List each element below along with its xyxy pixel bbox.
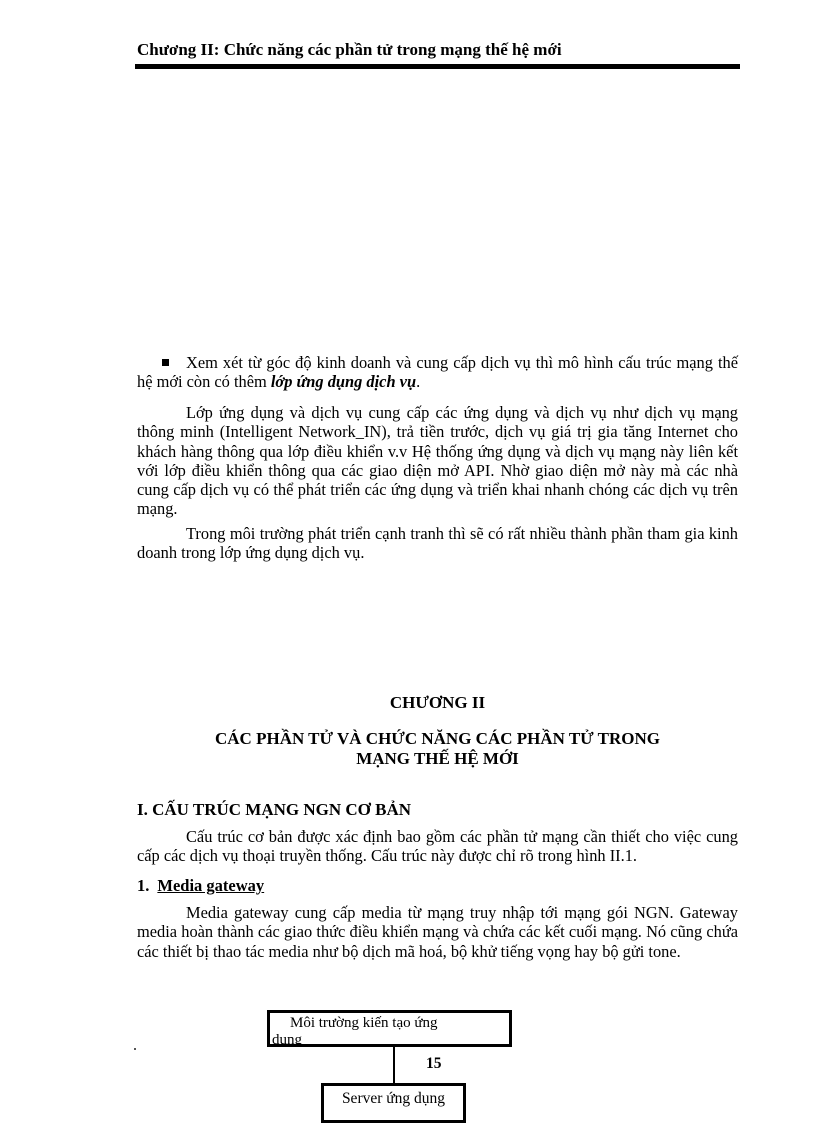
- chapter-label: CHƯƠNG II: [389, 693, 486, 712]
- section-paragraph: Cấu trúc cơ bản được xác định bao gồm các phần tử mạng cần thiết cho việc cung cấp các dịch vụ thoại truyền thống. Cấu trúc này được chỉ rõ trong hình II.1.: [137, 827, 738, 866]
- chapter-title-line-1: CÁC PHẦN TỬ VÀ CHỨC NĂNG CÁC PHẦN TỬ TRONG: [215, 729, 660, 748]
- header-rule: [135, 64, 740, 69]
- diagram-box-application-server-label: Server ứng dụng: [341, 1090, 446, 1107]
- diagram-box-service-creation-line-2: dụng: [272, 1032, 302, 1046]
- bullet-paragraph: [137, 353, 738, 392]
- stray-dot: [134, 1048, 136, 1050]
- bullet-paragraph-emphasis: lớp ứng dụng dịch vụ: [270, 372, 417, 392]
- paragraph-application-layer: Lớp ứng dụng và dịch vụ cung cấp các ứng dụng và dịch vụ như dịch vụ mạng thông minh (Intelligent Network_IN), trả tiền trước, dịch vụ giá trị gia tăng Internet cho khách hàng thông qua lớp điều khiển v.v Hệ thống ứng dụng và dịch vụ mạng này liên kết với lớp điều khiển thông qua các giao diện mở API. Nhờ giao diện mở này mà các nhà cung cấp dịch vụ có thể phát triển các ứng dụng và triển khai nhanh chóng các dịch vụ trên mạng.: [137, 403, 738, 519]
- bullet-paragraph-end: .: [416, 372, 421, 392]
- page-number: 15: [426, 1055, 442, 1072]
- paragraph-competition: Trong môi trường phát triển cạnh tranh thì sẽ có rất nhiều thành phần tham gia kinh doanh trong lớp ứng dụng dịch vụ.: [137, 524, 738, 563]
- section-heading: I. CẤU TRÚC MẠNG NGN CƠ BẢN: [137, 800, 412, 819]
- subsection-heading: [137, 876, 264, 896]
- subsection-paragraph: Media gateway cung cấp media từ mạng truy nhập tới mạng gói NGN. Gateway media hoàn thành các giao thức điều khiển mạng và chứa các kết cuối mạng. Nó cũng chứa các thiết bị thao tác media như bộ dịch mã hoá, bộ khử tiếng vọng hay bộ gửi tone.: [137, 903, 738, 961]
- chapter-title-line-2: MẠNG THẾ HỆ MỚI: [356, 749, 519, 768]
- diagram-box-service-creation-line-1: Môi trường kiến tạo ứng: [290, 1015, 438, 1031]
- diagram-connector-line: [393, 1045, 395, 1086]
- diagram-box-application-server: [321, 1083, 466, 1123]
- subsection-title: Media gateway: [157, 876, 265, 895]
- subsection-number: 1.: [137, 876, 150, 895]
- bullet-paragraph-text: Xem xét từ góc độ kinh doanh và cung cấp dịch vụ thì mô hình cấu trúc mạng thế hệ mới còn có thêm: [137, 353, 738, 392]
- diagram-box-service-creation: [267, 1010, 512, 1047]
- page-header-title: Chương II: Chức năng các phần tử trong mạng thế hệ mới: [137, 40, 562, 59]
